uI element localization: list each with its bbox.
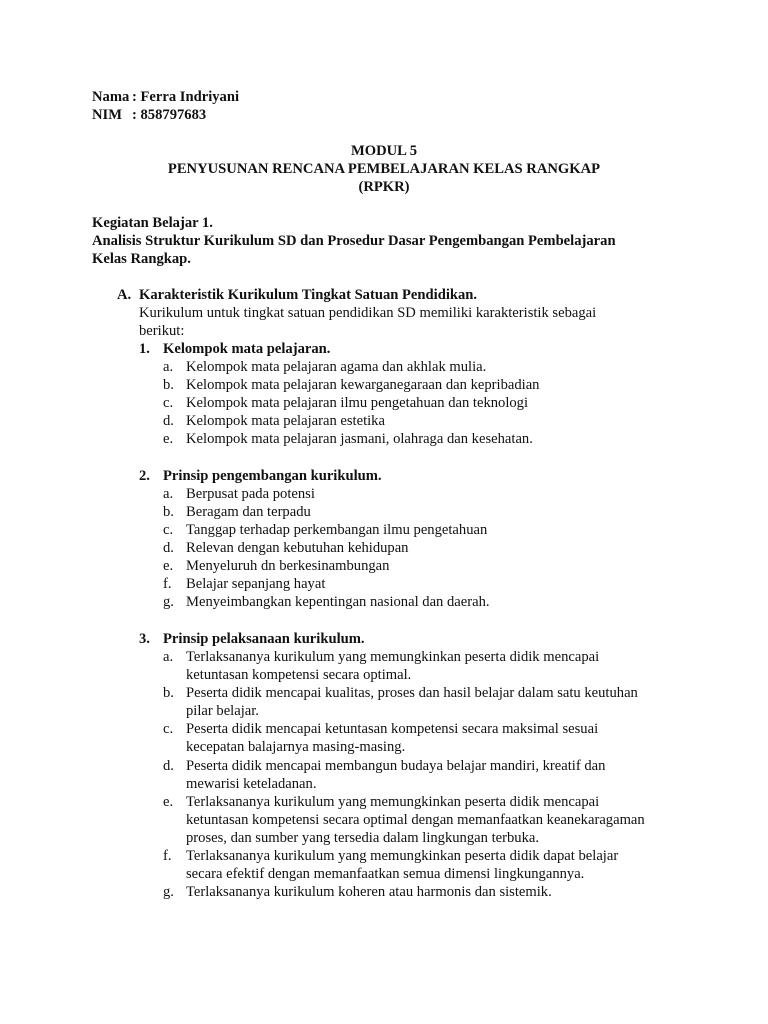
list-item: Beragam dan terpadu	[186, 504, 311, 520]
list-item: Peserta didik mencapai kualitas, proses dan hasil belajar dalam satu keutuhan	[186, 685, 638, 701]
module-subtitle-abbrev: (RPKR)	[358, 179, 410, 195]
list-item-marker: a.	[163, 486, 174, 502]
list-item: Kelompok mata pelajaran estetika	[186, 413, 385, 429]
list-item-marker: c.	[163, 522, 174, 538]
module-subtitle: PENYUSUNAN RENCANA PEMBELAJARAN KELAS RANGKAP	[167, 161, 601, 177]
list-item-marker: g.	[163, 594, 174, 610]
nama-label: Nama	[92, 89, 130, 105]
list-item-marker: c.	[163, 395, 174, 411]
section-a-marker: A.	[117, 287, 132, 303]
list-2-number: 2.	[139, 468, 150, 484]
list-item-marker: f.	[163, 848, 172, 864]
module-title: MODUL 5	[350, 143, 418, 159]
list-item: Kelompok mata pelajaran ilmu pengetahuan dan teknologi	[186, 395, 529, 411]
list-item: Peserta didik mencapai ketuntasan kompetensi secara maksimal sesuai	[186, 721, 599, 737]
list-item: Terlaksananya kurikulum yang memungkinkan peserta didik mencapai	[186, 794, 600, 810]
kegiatan-heading-cont: Kelas Rangkap.	[92, 251, 191, 267]
list-item-cont: kecepatan balajarnya masing-masing.	[186, 739, 406, 755]
list-item-cont: pilar belajar.	[186, 703, 259, 719]
list-item: Menyeluruh dn berkesinambungan	[186, 558, 390, 574]
list-item: Belajar sepanjang hayat	[186, 576, 326, 592]
list-item-marker: g.	[163, 884, 174, 900]
list-item-marker: f.	[163, 576, 172, 592]
section-a-intro: Kurikulum untuk tingkat satuan pendidikan SD memiliki karakteristik sebagai	[139, 305, 597, 321]
list-item-cont: ketuntasan kompetensi secara optimal.	[186, 667, 412, 683]
nama-line	[92, 88, 239, 106]
list-item: Kelompok mata pelajaran jasmani, olahraga dan kesehatan.	[186, 431, 533, 447]
list-item-marker: c.	[163, 721, 174, 737]
list-item: Kelompok mata pelajaran agama dan akhlak mulia.	[186, 359, 487, 375]
list-item-marker: a.	[163, 649, 174, 665]
list-item: Peserta didik mencapai membangun budaya belajar mandiri, kreatif dan	[186, 758, 606, 774]
list-item-marker: e.	[163, 794, 174, 810]
list-item-marker: e.	[163, 431, 174, 447]
list-item: Berpusat pada potensi	[186, 486, 315, 502]
kegiatan-title: Kegiatan Belajar 1.	[92, 215, 213, 231]
list-item: Terlaksananya kurikulum yang memungkinkan peserta didik dapat belajar	[186, 848, 619, 864]
section-a-heading: Karakteristik Kurikulum Tingkat Satuan Pendidikan.	[139, 287, 478, 303]
list-item-marker: b.	[163, 504, 174, 520]
list-item: Relevan dengan kebutuhan kehidupan	[186, 540, 409, 556]
list-item-marker: b.	[163, 377, 174, 393]
list-item-marker: d.	[163, 540, 174, 556]
list-item: Terlaksananya kurikulum yang memungkinkan peserta didik mencapai	[186, 649, 600, 665]
nim-label: NIM	[92, 107, 122, 123]
list-item-cont: ketuntasan kompetensi secara optimal dengan memanfaatkan keanekaragaman	[186, 812, 645, 828]
list-item: Menyeimbangkan kepentingan nasional dan daerah.	[186, 594, 490, 610]
nim-line	[92, 106, 206, 124]
list-3-number: 3.	[139, 631, 150, 647]
list-item: Kelompok mata pelajaran kewarganegaraan dan kepribadian	[186, 377, 540, 393]
list-item: Tanggap terhadap perkembangan ilmu pengetahuan	[186, 522, 488, 538]
list-item-cont: proses, dan sumber yang tersedia dalam lingkungan terbuka.	[186, 830, 539, 846]
list-item: Terlaksananya kurikulum koheren atau harmonis dan sistemik.	[186, 884, 552, 900]
section-a-intro-cont: berikut:	[139, 323, 185, 339]
kegiatan-heading: Analisis Struktur Kurikulum SD dan Prosedur Dasar Pengembangan Pembelajaran	[92, 233, 616, 249]
list-item-marker: a.	[163, 359, 174, 375]
list-2-heading: Prinsip pengembangan kurikulum.	[163, 468, 382, 484]
list-1-number: 1.	[139, 341, 150, 357]
list-1-heading: Kelompok mata pelajaran.	[163, 341, 331, 357]
list-item-marker: b.	[163, 685, 174, 701]
list-3-heading: Prinsip pelaksanaan kurikulum.	[163, 631, 365, 647]
list-item-cont: mewarisi keteladanan.	[186, 776, 317, 792]
list-item-cont: secara efektif dengan memanfaatkan semua dimensi lingkungannya.	[186, 866, 585, 882]
nama-value: : Ferra Indriyani	[132, 89, 240, 105]
list-item-marker: d.	[163, 413, 174, 429]
nim-value: : 858797683	[132, 107, 207, 123]
list-item-marker: e.	[163, 558, 174, 574]
list-item-marker: d.	[163, 758, 174, 774]
